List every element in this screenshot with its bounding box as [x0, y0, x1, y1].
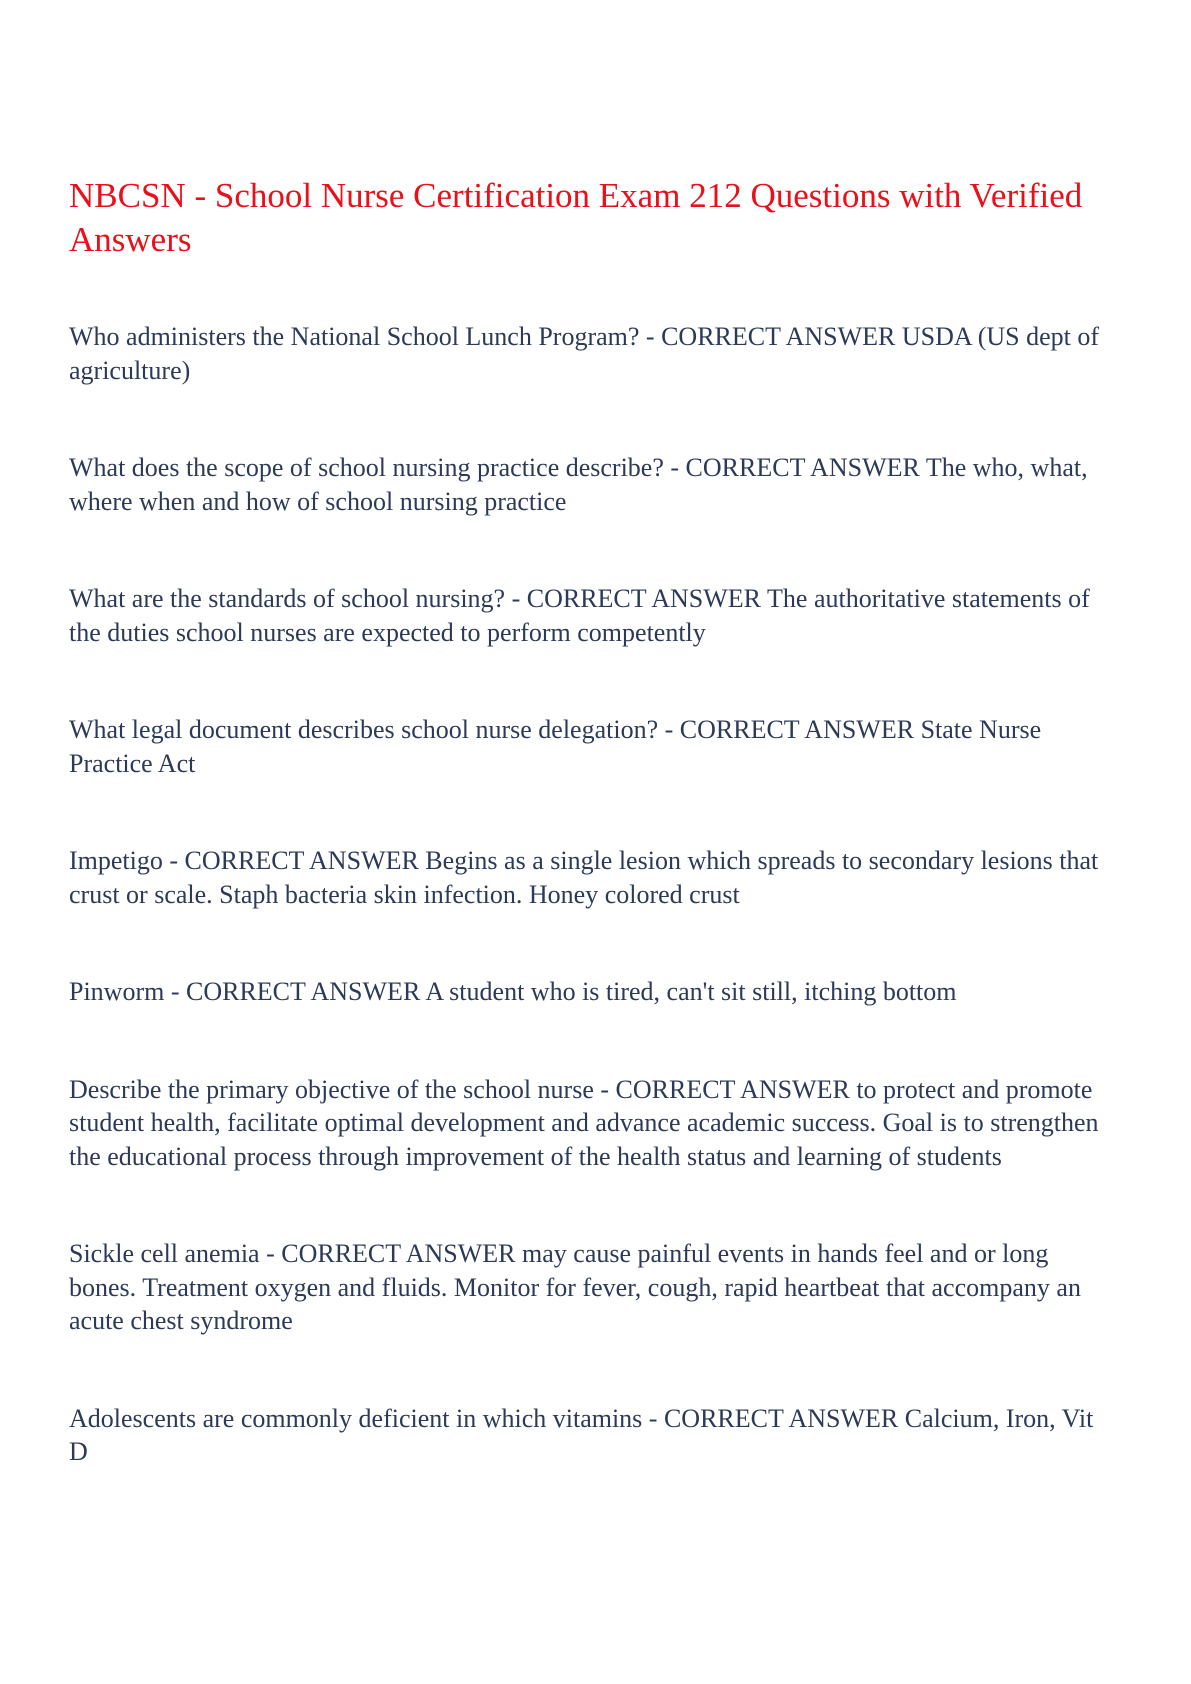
- qa-item-4: What legal document describes school nurse delegation? - CORRECT ANSWER State Nurse Practice Act: [69, 715, 1042, 778]
- qa-item-5: Impetigo - CORRECT ANSWER Begins as a single lesion which spreads to secondary lesions that crust or scale. Staph bacteria skin infection. Honey colored crust: [69, 846, 1099, 909]
- qa-item-1: Who administers the National School Lunch Program? - CORRECT ANSWER USDA (US dept of agriculture): [69, 322, 1100, 385]
- qa-item-8: Sickle cell anemia - CORRECT ANSWER may cause painful events in hands feel and or long bones. Treatment oxygen and fluids. Monitor for fever, cough, rapid heartbeat that accompany an acute chest syndrome: [69, 1239, 1081, 1335]
- qa-item-7: Describe the primary objective of the school nurse - CORRECT ANSWER to protect and promote student health, facilitate optimal development and advance academic success. Goal is to strengthen the educational process through improvement of the health status and learning of students: [69, 1074, 1099, 1171]
- qa-item-9: Adolescents are commonly deficient in which vitamins - CORRECT ANSWER Calcium, Iron, Vit D: [69, 1403, 1094, 1466]
- qa-item-3: What are the standards of school nursing? - CORRECT ANSWER The authoritative statements of the duties school nurses are expected to perform competently: [69, 584, 1090, 647]
- qa-item-6: Pinworm - CORRECT ANSWER A student who is tired, can't sit still, itching bottom: [69, 977, 957, 1006]
- document-title: NBCSN - School Nurse Certification Exam 212 Questions with Verified Answers: [69, 176, 1083, 259]
- qa-list: [69, 320, 1111, 1469]
- qa-item-2: What does the scope of school nursing practice describe? - CORRECT ANSWER The who, what, where when and how of school nursing practice: [69, 453, 1088, 516]
